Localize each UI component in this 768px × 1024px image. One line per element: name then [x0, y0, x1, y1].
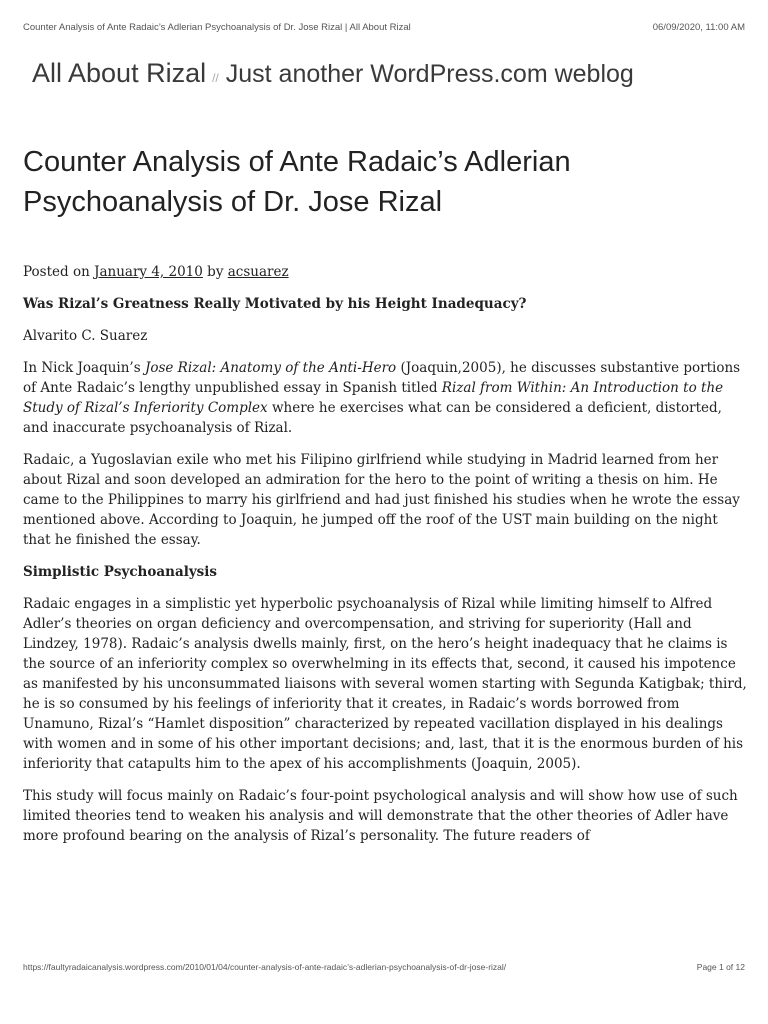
posted-on-label: Posted on [23, 264, 90, 280]
site-title-separator: // [212, 71, 219, 85]
paragraph-4: This study will focus mainly on Radaic’s four-point psychological analysis and will show how use of such limited theories tend to weaken his analysis and will demonstrate that the other theories of Adler have more profound bearing on the analysis of Rizal’s personality. The future readers of [23, 788, 738, 844]
print-header [23, 22, 745, 36]
post-subtitle: Was Rizal’s Greatness Really Motivated by his Height Inadequacy? [23, 296, 527, 312]
post-date-link[interactable]: January 4, 2010 [94, 264, 203, 280]
paragraph-1-text: (Joaquin,2005), he discusses substantive portions of Ante Radaic’s lengthy unpublished essay in Spanish titled [23, 360, 741, 396]
section-heading: Simplistic Psychoanalysis [23, 564, 217, 580]
author-link[interactable]: acsuarez [227, 264, 289, 280]
site-header [32, 58, 752, 89]
site-description: Just another WordPress.com weblog [225, 60, 634, 88]
paragraph-1 [23, 358, 748, 438]
print-footer-page: Page 1 of 12 [696, 962, 745, 972]
print-header-title: Counter Analysis of Ante Radaic’s Adlerian Psychoanalysis of Dr. Jose Rizal | All About Rizal [23, 22, 411, 33]
post-meta [23, 262, 748, 282]
post-title: Counter Analysis of Ante Radaic’s Adlerian Psychoanalysis of Dr. Jose Rizal [23, 146, 571, 218]
print-footer [23, 962, 745, 974]
paragraph-1-text: In Nick Joaquin’s [23, 360, 145, 376]
book-title: Jose Rizal: Anatomy of the Anti-Hero [144, 360, 397, 376]
print-header-datetime: 06/09/2020, 11:00 AM [652, 22, 745, 33]
by-label: by [207, 264, 224, 280]
paragraph-1-text: where he exercises what can be considered a deficient, distorted, and inaccurate psychoanalysis of Rizal. [23, 400, 722, 436]
paragraph-2: Radaic, a Yugoslavian exile who met his Filipino girlfriend while studying in Madrid learned from her about Rizal and soon developed an admiration for the hero to the point of writing a thesis on him. He came to the Philippines to marry his girlfriend and had just finished his studies when he wrote the essay mentioned above. According to Joaquin, he jumped off the roof of the UST main building on the night that he finished the essay. [23, 452, 740, 548]
author-line: Alvarito C. Suarez [23, 328, 148, 344]
essay-title: Rizal from Within: An Introduction to the Study of Rizal’s Inferiority Complex [23, 380, 724, 416]
entry-content [23, 262, 748, 858]
print-footer-url: https://faultyradaicanalysis.wordpress.com/2010/01/04/counter-analysis-of-ante-radaic’s-adlerian-psychoanalysis-of-dr-jose-rizal/ [23, 962, 507, 972]
paragraph-3: Radaic engages in a simplistic yet hyperbolic psychoanalysis of Rizal while limiting himself to Alfred Adler’s theories on organ deficiency and overcompensation, and striving for superiority (Hall and Lindzey, 1978). Radaic’s analysis dwells mainly, first, on the hero’s height inadequacy that he claims is the source of an inferiority complex so overwhelming in its effects that, second, it caused his impotence as manifested by his unconsummated liaisons with several women starting with Segunda Katigbak; third, he is so consumed by his feelings of inferiority that it creates, in Radaic’s words borrowed from Unamuno, Rizal’s “Hamlet disposition” characterized by repeated vacillation displayed in his dealings with women and in some of his other important decisions; and, last, that it is the enormous burden of his inferiority that catapults him to the apex of his accomplishments (Joaquin, 2005). [23, 596, 747, 772]
site-title-link[interactable]: All About Rizal [32, 58, 207, 88]
